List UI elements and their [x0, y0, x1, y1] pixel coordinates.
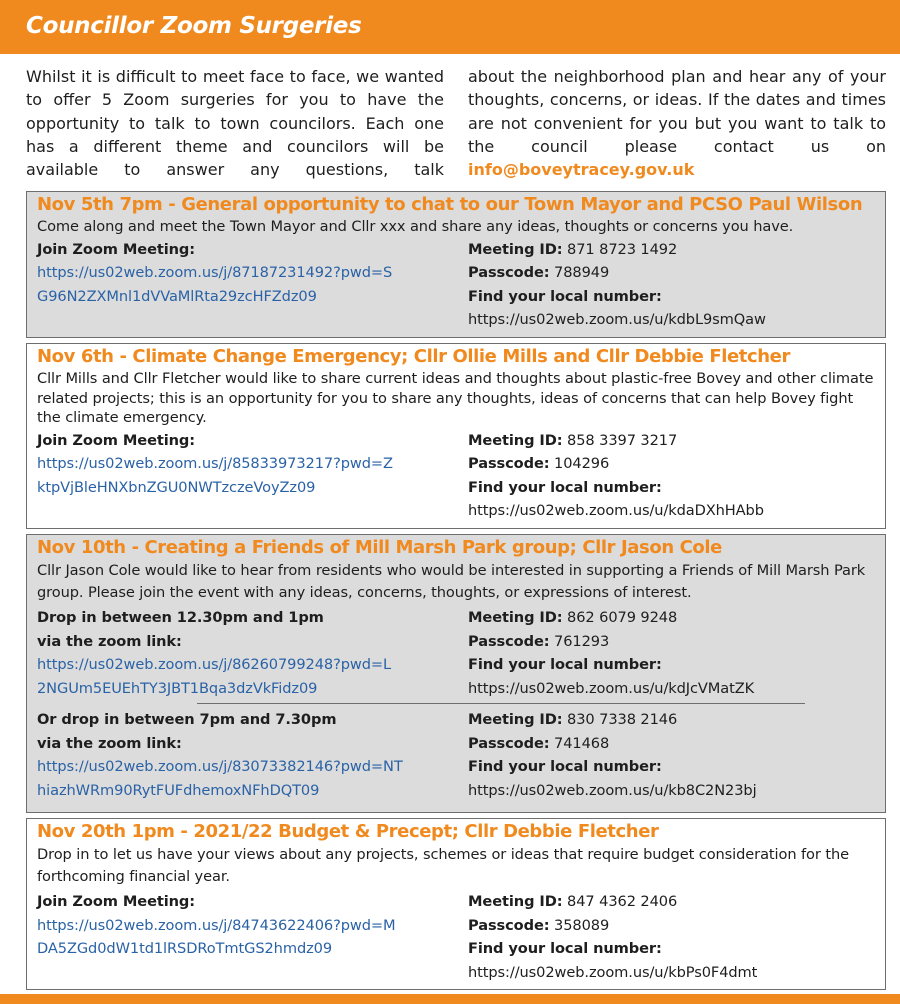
local-number-label: Find your local number:	[468, 478, 662, 496]
session-title: Nov 6th - Climate Change Emergency; Cllr Ollie Mills and Cllr Debbie Fletcher	[37, 346, 790, 367]
session-title: Nov 20th 1pm - 2021/22 Budget & Precept; Cllr Debbie Fletcher	[37, 821, 659, 842]
meeting-id-value: 871 8723 1492	[567, 240, 678, 258]
session-slot-2	[37, 708, 875, 802]
meeting-id-value: 862 6079 9248	[567, 609, 678, 626]
local-number-label: Find your local number:	[468, 758, 662, 775]
local-number-label: Find your local number:	[468, 940, 662, 957]
slot-divider	[197, 703, 805, 704]
session-box-nov-10	[26, 534, 886, 813]
local-number-link[interactable]: https://us02web.zoom.us/u/kdJcVMatZK	[468, 679, 755, 697]
passcode-value: 104296	[554, 455, 610, 472]
passcode-value: 358089	[554, 916, 610, 934]
session-box-nov-20	[26, 818, 886, 990]
local-number-link[interactable]: https://us02web.zoom.us/u/kbPs0F4dmt	[468, 963, 758, 981]
contact-email-link[interactable]: info@boveytracey.gov.uk	[468, 160, 695, 180]
passcode-value: 741468	[554, 734, 610, 752]
session-box-nov-6	[26, 343, 886, 529]
join-label: Join Zoom Meeting:	[37, 893, 196, 910]
session-slot-1	[37, 606, 875, 700]
intro-text-left: Whilst it is difficult to meet face to face, we wanted to offer 5 Zoom surgeries for you to have the opportunity to talk to town councilors. Each one has a different theme and councilors will be available to answer any questions, talk	[26, 67, 444, 180]
page-title: Councillor Zoom Surgeries	[26, 13, 362, 39]
session-details	[37, 429, 875, 523]
meeting-id-label: Meeting ID:	[468, 431, 563, 449]
passcode-label: Passcode:	[468, 455, 550, 472]
intro-text-right: about the neighborhood plan and hear any of your thoughts, concerns, or ideas. If the dates and times are not convenient for you but you want to talk to the council please contact us on	[468, 67, 886, 156]
session-details	[37, 890, 875, 984]
zoom-link-line2[interactable]: ktpVjBleHNXbnZGU0NWTzczeVoyZz09	[37, 478, 316, 496]
passcode-label: Passcode:	[468, 734, 550, 752]
zoom-link-line2[interactable]: 2NGUm5EUEhTY3JBT1Bqa3dzVkFidz09	[37, 679, 318, 697]
passcode-label: Passcode:	[468, 264, 550, 281]
slot-heading: Drop in between 12.30pm and 1pm	[37, 609, 324, 626]
session-description: Come along and meet the Town Mayor and Cllr xxx and share any ideas, thoughts or concerns you have.	[37, 218, 794, 235]
session-description: Cllr Jason Cole would like to hear from residents who would be interested in supporting a Friends of Mill Marsh Park group. Please join the event with any ideas, concerns, thoughts, or expressions of interest.	[37, 562, 866, 601]
header-banner	[0, 0, 900, 54]
footer-bar	[0, 994, 900, 1004]
meeting-id-label: Meeting ID:	[468, 240, 563, 258]
zoom-link-line2[interactable]: hiazhWRm90RytFUFdhemoxNFhDQT09	[37, 781, 320, 799]
local-number-link[interactable]: https://us02web.zoom.us/u/kdaDXhHAbb	[468, 502, 764, 519]
slot-heading: Or drop in between 7pm and 7.30pm	[37, 711, 337, 728]
session-description: Cllr Mills and Cllr Fletcher would like to share current ideas and thoughts about plastic-free Bovey and other climate related projects; this is an opportunity for you to share any thoughts, ideas of concerns that can help Bovey fight the climate emergency.	[37, 370, 874, 426]
zoom-link-line1[interactable]: https://us02web.zoom.us/j/86260799248?pwd=L	[37, 656, 392, 673]
intro-column-right	[468, 65, 886, 189]
intro-column-left	[26, 65, 444, 189]
zoom-link-line2[interactable]: G96N2ZXMnl1dVVaMlRta29zcHFZdz09	[37, 287, 317, 305]
zoom-link-line2[interactable]: DA5ZGd0dW1td1lRSDRoTmtGS2hmdz09	[37, 940, 333, 957]
session-description: Drop in to let us have your views about any projects, schemes or ideas that require budget consideration for the forthcoming financial year.	[37, 846, 849, 885]
zoom-link-line1[interactable]: https://us02web.zoom.us/j/87187231492?pwd=S	[37, 264, 393, 281]
passcode-value: 788949	[554, 264, 610, 281]
meeting-id-label: Meeting ID:	[468, 893, 563, 910]
via-link-label: via the zoom link:	[37, 632, 182, 650]
session-title: Nov 10th - Creating a Friends of Mill Marsh Park group; Cllr Jason Cole	[37, 537, 722, 558]
passcode-label: Passcode:	[468, 916, 550, 934]
local-number-label: Find your local number:	[468, 656, 662, 673]
meeting-id-label: Meeting ID:	[468, 711, 563, 728]
passcode-label: Passcode:	[468, 632, 550, 650]
meeting-id-value: 858 3397 3217	[567, 431, 678, 449]
session-title: Nov 5th 7pm - General opportunity to chat to our Town Mayor and PCSO Paul Wilson	[37, 194, 863, 215]
meeting-id-value: 847 4362 2406	[567, 893, 678, 910]
session-box-nov-5	[26, 191, 886, 338]
session-details	[37, 238, 875, 332]
local-number-label: Find your local number:	[468, 287, 662, 305]
zoom-link-line1[interactable]: https://us02web.zoom.us/j/84743622406?pwd=M	[37, 916, 396, 934]
local-number-link[interactable]: https://us02web.zoom.us/u/kdbL9smQaw	[468, 311, 766, 328]
passcode-value: 761293	[554, 632, 610, 650]
join-label: Join Zoom Meeting:	[37, 240, 196, 258]
zoom-link-line1[interactable]: https://us02web.zoom.us/j/85833973217?pwd=Z	[37, 455, 393, 472]
meeting-id-label: Meeting ID:	[468, 609, 563, 626]
via-link-label: via the zoom link:	[37, 734, 182, 752]
meeting-id-value: 830 7338 2146	[567, 711, 678, 728]
local-number-link[interactable]: https://us02web.zoom.us/u/kb8C2N23bj	[468, 781, 757, 799]
intro-section	[26, 65, 886, 189]
join-label: Join Zoom Meeting:	[37, 431, 196, 449]
zoom-link-line1[interactable]: https://us02web.zoom.us/j/83073382146?pwd=NT	[37, 758, 403, 775]
